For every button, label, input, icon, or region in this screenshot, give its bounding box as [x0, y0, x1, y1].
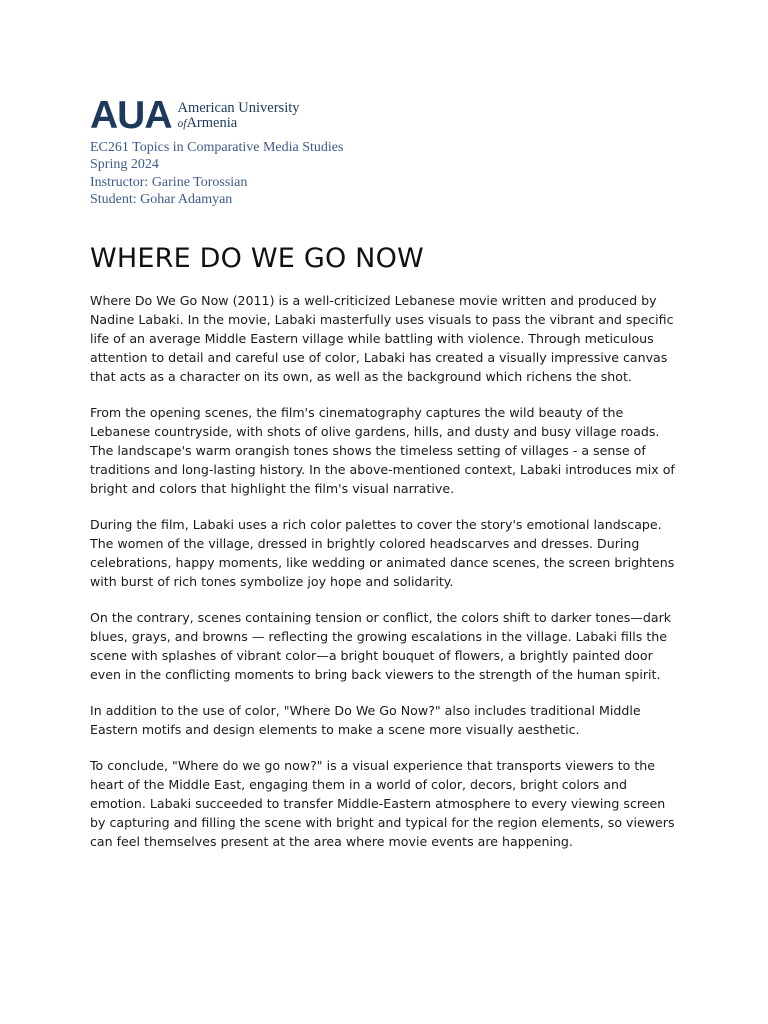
- document-title: WHERE DO WE GO NOW: [90, 243, 424, 274]
- course-info: [90, 139, 343, 208]
- paragraph-2: From the opening scenes, the film's cinematography captures the wild beauty of the Lebanese countryside, with shots of olive gardens, hills, and dusty and busy village roads. The landscape's warm orangish tones shows the timeless setting of villages - a sense of traditions and long-lasting history. In the above-mentioned context, Labaki introduces mix of bright and colors that highlight the film's visual narrative.: [90, 405, 675, 496]
- document-body: [90, 291, 682, 868]
- paragraph-5: In addition to the use of color, "Where Do We Go Now?" also includes traditional Middle Eastern motifs and design elements to make a scene more visually aesthetic.: [90, 703, 641, 737]
- university-logo: [90, 94, 300, 137]
- paragraph-1: Where Do We Go Now (2011) is a well-criticized Lebanese movie written and produced by Nadine Labaki. In the movie, Labaki masterfully uses visuals to pass the vibrant and specific life of an average Middle Eastern village while battling with violence. Through meticulous attention to detail and careful use of color, Labaki has created a visually impressive canvas that acts as a character on its own, as well as the background which richens the shot.: [90, 293, 674, 384]
- student-name: Student: Gohar Adamyan: [90, 191, 233, 207]
- logo-armenia: Armenia: [186, 115, 238, 131]
- logo-mark: AUA: [90, 94, 172, 137]
- logo-wordmark: [178, 101, 300, 132]
- course-term: Spring 2024: [90, 157, 159, 173]
- course-name: EC261 Topics in Comparative Media Studies: [90, 140, 344, 155]
- instructor-name: Instructor: Garine Torossian: [90, 174, 248, 190]
- logo-of: of: [177, 118, 187, 130]
- paragraph-6: To conclude, "Where do we go now?" is a visual experience that transports viewers to the heart of the Middle East, engaging them in a world of color, decors, bright colors and emotion. Labaki succeeded to transfer Middle-Eastern atmosphere to every viewing screen by capturing and filling the scene with bright and typical for the region elements, so viewers can feel themselves present at the area where movie events are happening.: [90, 758, 675, 849]
- paragraph-4: On the contrary, scenes containing tension or conflict, the colors shift to darker tones—dark blues, grays, and browns — reflecting the growing escalations in the village. Labaki fills the scene with splashes of vibrant color—a bright bouquet of flowers, a brightly painted door even in the conflicting moments to bring back viewers to the strength of the human spirit.: [90, 610, 672, 682]
- logo-line-2: [178, 116, 300, 132]
- paragraph-3: During the film, Labaki uses a rich color palettes to cover the story's emotional landscape. The women of the village, dressed in brightly colored headscarves and dresses. During celebrations, happy moments, like wedding or animated dance scenes, the screen brightens with burst of rich tones symbolize joy hope and solidarity.: [90, 517, 675, 589]
- logo-line-1: American University: [177, 100, 300, 116]
